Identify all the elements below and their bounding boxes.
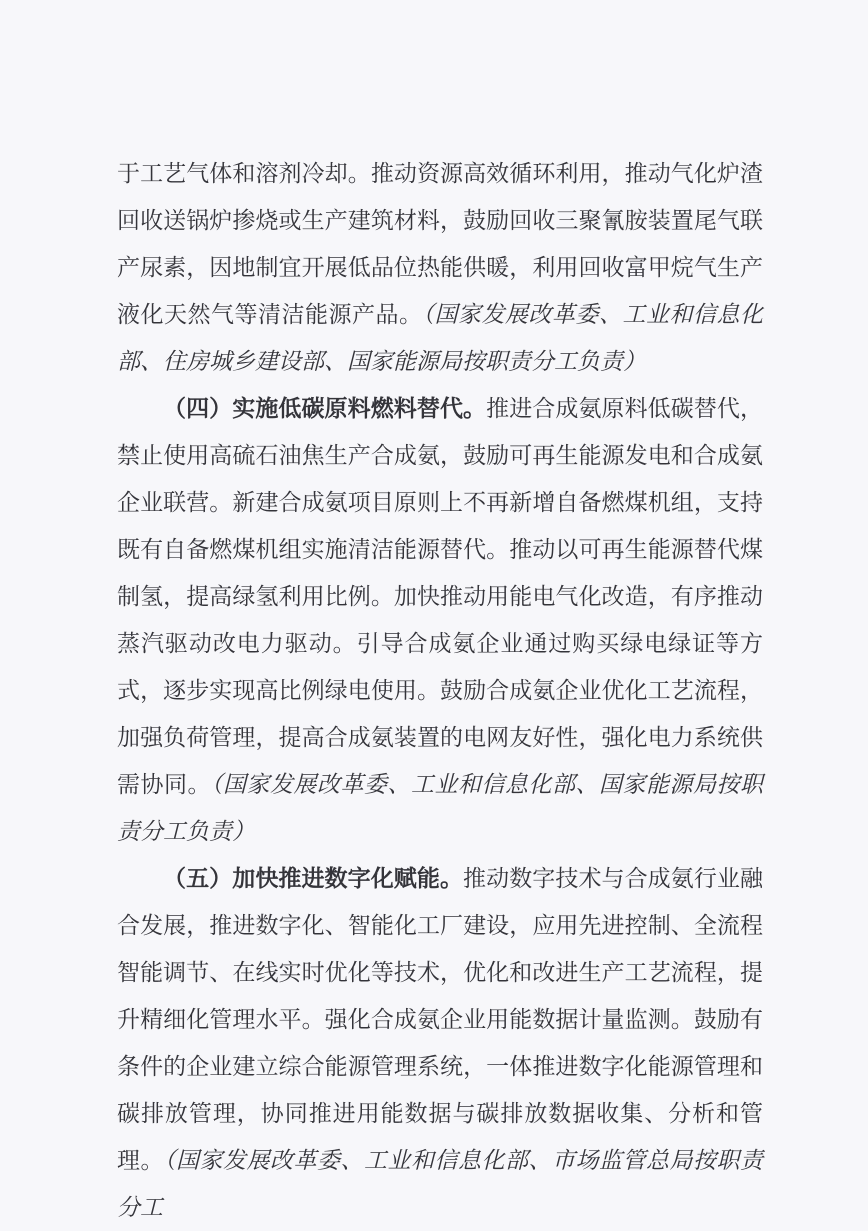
body-text: 推动数字技术与合成氨行业融合发展，推进数字化、智能化工厂建设，应用先进控制、全流程智能调节、在线实时优化等技术，优化和改进生产工艺流程，提升精细化管理水平。强化合成氨企业用能数据计量监测。鼓励有条件的企业建立综合能源管理系统，一体推进数字化能源管理和碳排放管理，协同推进用能数据与碳排放数据收集、分析和管理。 xyxy=(117,866,764,1173)
body-text: 于工艺气体和溶剂冷却。推动资源高效循环利用，推动气化炉渣回收送锅炉掺烧或生产建筑材料，鼓励回收三聚氰胺装置尾气联产尿素，因地制宜开展低品位热能供暖，利用回收富甲烷气生产液化天然气等清洁能源产品。 xyxy=(117,161,763,327)
responsible-departments-note: （国家发展改革委、工业和信息化部、国家能源局按职责分工负责） xyxy=(117,772,763,844)
responsible-departments-note: （国家发展改革委、工业和信息化部、市场监管总局按职责分工 xyxy=(117,1148,763,1220)
paragraph-item-4 xyxy=(117,385,763,855)
clause-heading: （五）加快推进数字化赋能。 xyxy=(163,866,464,891)
body-text: 推进合成氨原料低碳替代，禁止使用高硫石油焦生产合成氨，鼓励可再生能源发电和合成氨企业联营。新建合成氨项目原则上不再新增自备燃煤机组，支持既有自备燃煤机组实施清洁能源替代。推动以可再生能源替代煤制氢，提高绿氢利用比例。加快推动用能电气化改造，有序推动蒸汽驱动改电力驱动。引导合成氨企业通过购买绿电绿证等方式，逐步实现高比例绿电使用。鼓励合成氨企业优化工艺流程，加强负荷管理，提高合成氨装置的电网友好性，强化电力系统供需协同。 xyxy=(117,396,764,797)
paragraph-continued xyxy=(117,150,763,385)
document-page xyxy=(117,150,763,1231)
clause-heading: （四）实施低碳原料燃料替代。 xyxy=(163,396,487,421)
responsible-departments-note: （国家发展改革委、工业和信息化部、住房城乡建设部、国家能源局按职责分工负责） xyxy=(117,302,763,374)
paragraph-item-5 xyxy=(117,855,763,1231)
